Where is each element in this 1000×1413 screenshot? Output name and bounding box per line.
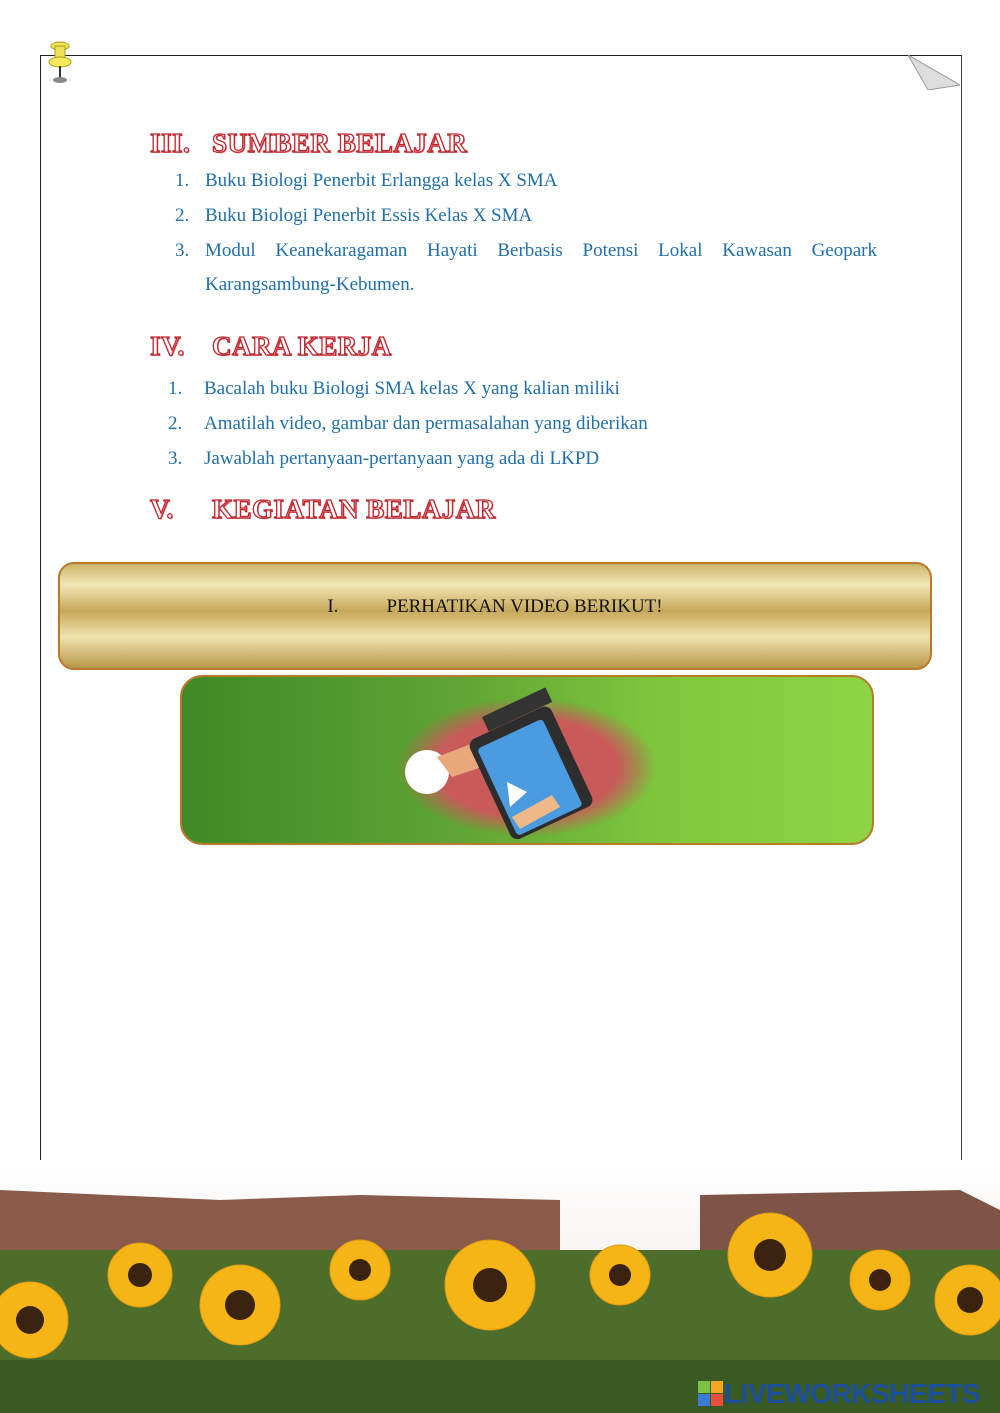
section-heading-kegiatan-belajar: V. KEGIATAN BELAJAR [150,494,496,524]
video-play-icon[interactable] [182,677,872,843]
watermark-text: LIVEWORKSHEETS [724,1378,980,1409]
liveworksheets-logo [698,1380,980,1408]
list-item: 2. Buku Biologi Penerbit Essis Kelas X SMA [175,205,533,226]
section-heading-cara-kerja: IV. CARA KERJA [150,331,392,361]
list-item: 1. Bacalah buku Biologi SMA kelas X yang kalian miliki [168,378,620,399]
list-item-continuation: Karangsambung-Kebumen. [205,274,415,295]
pushpin-icon [46,40,74,86]
page-curl-icon [908,55,960,90]
list-item: 1. Buku Biologi Penerbit Erlangga kelas X SMA [175,170,558,191]
video-player[interactable] [180,675,874,845]
list-item: Modul Keanekaragaman Hayati Berbasis Potensi Lokal Kawasan Geopark [205,240,877,261]
section-heading-sumber-belajar: III. SUMBER BELAJAR [150,128,468,158]
banner-number: I. [327,596,339,617]
list-item: 3. Jawablah pertanyaan-pertanyaan yang ada di LKPD [168,448,600,469]
banner-title: PERHATIKAN VIDEO BERIKUT! [386,596,663,617]
activity-banner [58,562,932,670]
list-item: 2. Amatilah video, gambar dan permasalahan yang diberikan [168,413,648,434]
live-badge-icon [698,1381,724,1407]
sunflower-field-image [0,1160,1000,1413]
